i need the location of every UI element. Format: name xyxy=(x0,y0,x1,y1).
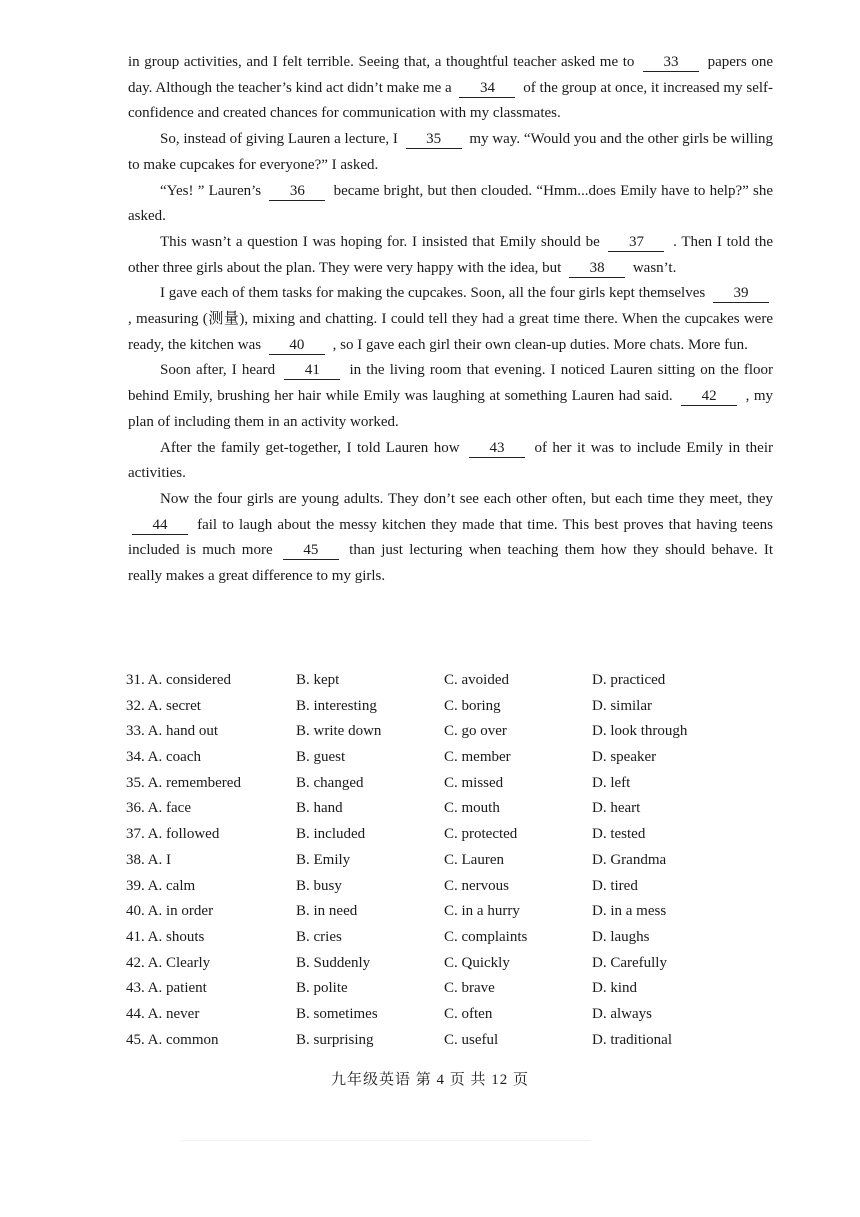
option-d: D. Carefully xyxy=(592,954,667,971)
blank-37: 37 xyxy=(608,233,664,252)
option-a: 40. A. in order xyxy=(126,903,214,920)
option-row-40 xyxy=(126,899,786,925)
option-a: 33. A. hand out xyxy=(126,723,219,740)
paragraph-6 xyxy=(128,358,773,435)
blank-36: 36 xyxy=(269,182,325,201)
page-footer: 九年级英语 第 4 页 共 12 页 xyxy=(330,1072,529,1088)
option-row-44 xyxy=(126,1002,786,1028)
paragraph-8 xyxy=(128,487,773,590)
paragraph-2 xyxy=(128,127,773,178)
scan-divider xyxy=(180,1140,590,1141)
text-segment: , measuring (测量), mixing and chatting. I could tell they had a great time there. When the cupcakes were ready, the kitchen was xyxy=(128,311,773,353)
option-c: C. nervous xyxy=(444,877,509,894)
blank-39: 39 xyxy=(713,284,769,303)
text-segment: This wasn’t a question I was hoping for. I insisted that Emily should be xyxy=(160,233,600,250)
option-c: C. often xyxy=(444,1005,493,1022)
option-c: C. useful xyxy=(444,1031,499,1048)
paragraph-1 xyxy=(128,50,773,127)
blank-42: 42 xyxy=(681,387,737,406)
text-segment: After the family get-together, I told Lauren how xyxy=(160,439,460,456)
option-b: B. Suddenly xyxy=(296,954,371,971)
option-a: 41. A. shouts xyxy=(126,928,205,945)
blank-33: 33 xyxy=(643,53,699,72)
text-segment: . Then I told the other three girls about the plan. They were very happy with the idea, but xyxy=(128,233,773,276)
paragraph-7 xyxy=(128,436,773,487)
option-b: B. guest xyxy=(296,749,346,766)
option-b: B. changed xyxy=(296,774,364,791)
option-a: 35. A. remembered xyxy=(126,774,241,791)
option-b: B. write down xyxy=(296,723,382,740)
option-d: D. Grandma xyxy=(592,851,667,868)
passage xyxy=(128,50,773,590)
option-d: D. left xyxy=(592,774,631,791)
option-d: D. tested xyxy=(592,826,646,843)
option-row-36 xyxy=(126,796,786,822)
option-row-31 xyxy=(126,668,786,694)
option-row-37 xyxy=(126,822,786,848)
option-a: 45. A. common xyxy=(126,1031,219,1048)
text-segment: of the group at once, it increased my self-confidence and created chances for communication with my classmates. xyxy=(128,79,774,122)
option-d: D. traditional xyxy=(592,1031,672,1048)
text-segment: fail to laugh about the messy kitchen they made that time. This best proves that having teens included is much more xyxy=(128,516,773,559)
option-d: D. always xyxy=(592,1005,652,1022)
text-segment: than just lecturing when teaching them how they should behave. It really makes a great difference to my girls. xyxy=(128,542,774,585)
option-a: 34. A. coach xyxy=(126,749,201,766)
option-d: D. look through xyxy=(592,723,688,740)
option-d: D. in a mess xyxy=(592,903,667,920)
option-b: B. in need xyxy=(296,903,358,920)
option-d: D. speaker xyxy=(592,749,657,766)
option-row-38 xyxy=(126,848,786,874)
option-b: B. surprising xyxy=(296,1031,374,1048)
paragraph-5 xyxy=(128,281,773,358)
option-row-33 xyxy=(126,719,786,745)
option-a: 42. A. Clearly xyxy=(126,954,211,971)
option-row-43 xyxy=(126,976,786,1002)
option-a: 39. A. calm xyxy=(126,877,196,894)
option-row-35 xyxy=(126,771,786,797)
option-a: 44. A. never xyxy=(126,1005,200,1022)
option-c: C. member xyxy=(444,749,511,766)
option-b: B. cries xyxy=(296,928,342,945)
text-segment: Soon after, I heard xyxy=(160,362,276,379)
text-segment: I gave each of them tasks for making the cupcakes. Soon, all the four girls kept themselves xyxy=(160,285,706,302)
option-b: B. Emily xyxy=(296,851,351,868)
option-row-42 xyxy=(126,951,786,977)
blank-35: 35 xyxy=(406,130,462,149)
option-a: 36. A. face xyxy=(126,800,191,817)
option-row-41 xyxy=(126,925,786,951)
text-segment: , my plan of including them in an activity worked. xyxy=(128,388,774,430)
option-row-34 xyxy=(126,745,786,771)
option-row-45 xyxy=(126,1028,786,1054)
blank-45: 45 xyxy=(283,541,339,560)
option-a: 38. A. I xyxy=(126,851,171,868)
option-b: B. busy xyxy=(296,877,342,894)
blank-38: 38 xyxy=(569,259,625,278)
option-b: B. included xyxy=(296,826,366,843)
option-row-32 xyxy=(126,694,786,720)
blank-41: 41 xyxy=(284,361,340,380)
option-c: C. missed xyxy=(444,774,504,791)
text-segment: in group activities, and I felt terrible. Seeing that, a thoughtful teacher asked me to xyxy=(128,54,635,70)
text-segment: my way. “Would you and the other girls be willing to make cupcakes for everyone?” I asked. xyxy=(128,131,774,173)
option-d: D. heart xyxy=(592,800,641,817)
text-segment: became bright, but then clouded. “Hmm...does Emily have to help?” she asked. xyxy=(128,182,774,225)
paragraph-4 xyxy=(128,230,773,281)
text-segment: wasn’t. xyxy=(632,259,677,276)
blank-40: 40 xyxy=(269,336,325,355)
blank-34: 34 xyxy=(459,79,515,98)
text-segment: So, instead of giving Lauren a lecture, I xyxy=(160,131,398,148)
text-segment: , so I gave each girl their own clean-up duties. More chats. More fun. xyxy=(332,336,748,353)
option-c: C. mouth xyxy=(444,800,500,817)
option-b: B. polite xyxy=(296,980,348,997)
option-a: 37. A. followed xyxy=(126,826,220,843)
option-d: D. laughs xyxy=(592,928,650,945)
text-segment: Now the four girls are young adults. They don’t see each other often, but each time they meet, they xyxy=(160,490,773,507)
blank-43: 43 xyxy=(469,439,525,458)
option-b: B. hand xyxy=(296,800,343,817)
option-c: C. brave xyxy=(444,980,495,997)
option-c: C. avoided xyxy=(444,672,509,688)
option-a: 43. A. patient xyxy=(126,980,207,997)
option-d: D. kind xyxy=(592,980,637,997)
text-segment: in the living room that evening. I noticed Lauren sitting on the floor behind Emily, brushing her hair while Emily was laughing at something Lauren had said. xyxy=(128,362,774,405)
option-b: B. interesting xyxy=(296,697,377,714)
option-b: B. sometimes xyxy=(296,1005,378,1022)
option-row-39 xyxy=(126,874,786,900)
option-a: 32. A. secret xyxy=(126,697,201,714)
text-segment: “Yes! ” Lauren’s xyxy=(160,182,262,199)
paragraph-3 xyxy=(128,179,773,230)
option-c: C. protected xyxy=(444,826,518,843)
option-d: D. practiced xyxy=(592,672,666,688)
option-a: 31. A. considered xyxy=(126,672,231,688)
option-c: C. boring xyxy=(444,697,501,714)
option-c: C. in a hurry xyxy=(444,903,520,920)
option-d: D. similar xyxy=(592,697,652,714)
text-segment: of her it was to include Emily in their activities. xyxy=(128,439,774,482)
option-c: C. complaints xyxy=(444,928,528,945)
option-d: D. tired xyxy=(592,877,638,894)
option-c: C. go over xyxy=(444,723,507,740)
option-b: B. kept xyxy=(296,672,340,688)
option-c: C. Quickly xyxy=(444,954,510,971)
answer-options xyxy=(126,668,786,1053)
blank-44: 44 xyxy=(132,516,188,535)
text-segment: papers one day. Although the teacher’s kind act didn’t make me a xyxy=(128,54,774,96)
option-c: C. Lauren xyxy=(444,851,504,868)
